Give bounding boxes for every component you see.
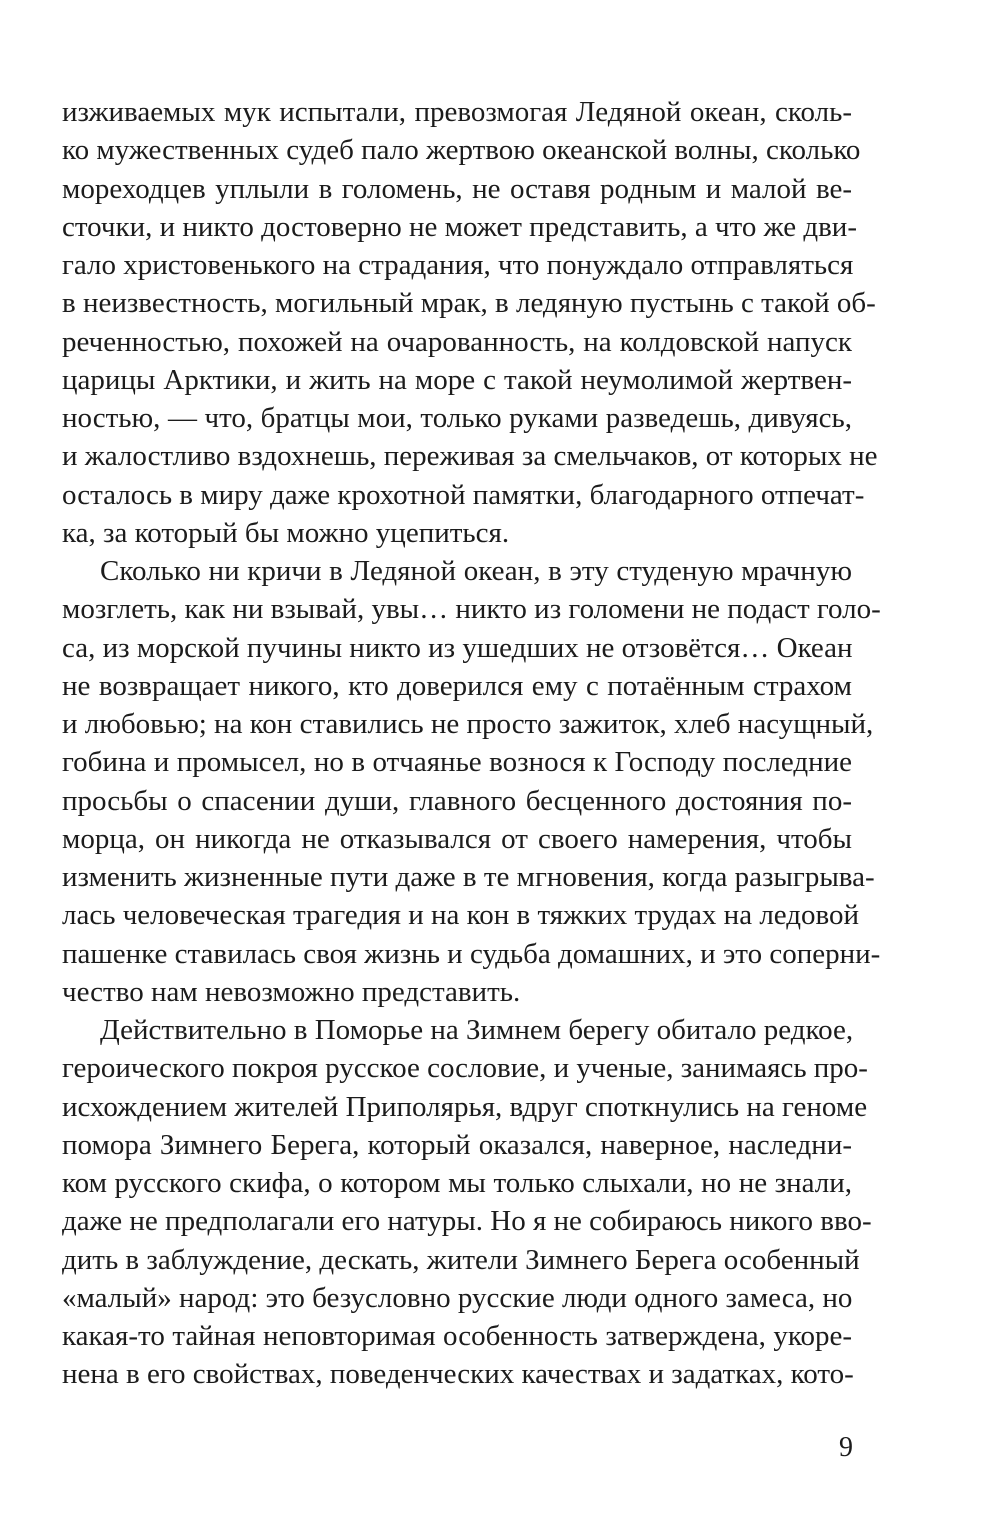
text-line: Действительно в Поморье на Зимнем берегу обитало редкое,: [100, 1014, 854, 1046]
text-line: пашенке ставилась своя жизнь и судьба домашних, и это соперни-: [62, 937, 881, 970]
text-line: мозглеть, как ни взывай, увы… никто из голомени не подаст голо-: [62, 593, 881, 626]
text-line: реченностью, похожей на очарованность, на колдовской напуск: [62, 325, 852, 358]
text-line: чество нам невозможно представить.: [62, 975, 521, 1008]
text-line: мореходцев уплыли в голомень, не оставя родным и малой ве-: [62, 172, 852, 205]
text-line: дить в заблуждение, дескать, жители Зимнего Берега особенный: [62, 1243, 860, 1276]
page-number: 9: [839, 1432, 853, 1463]
text-line: ком русского скифа, о котором мы только слыхали, но не знали,: [62, 1167, 852, 1199]
text-line: героического покроя русское сословие, и ученые, занимаясь про-: [62, 1052, 868, 1085]
text-line: са, из морской пучины никто из ушедших не отзовётся… Океан: [62, 631, 853, 664]
text-line: даже не предполагали его натуры. Но я не собираюсь никого вво-: [62, 1205, 872, 1238]
text-line: помора Зимнего Берега, который оказался, наверное, наследни-: [62, 1128, 852, 1161]
text-line: гобина и промысел, но в отчаянье вознося к Господу последние: [62, 746, 852, 779]
text-line: и жалостливо вздохнешь, переживая за смельчаков, от которых не: [62, 440, 878, 473]
page-text-block: [62, 93, 881, 1394]
text-line: изживаемых мук испытали, превозмогая Ледяной океан, сколь-: [62, 96, 852, 128]
text-line: ностью, — что, братцы мои, только руками разведешь, дивуясь,: [62, 402, 852, 434]
text-line: осталось в миру даже крохотной памятки, благодарного отпечат-: [62, 478, 865, 511]
text-line: Сколько ни кричи в Ледяной океан, в эту студеную мрачную: [100, 555, 852, 587]
text-line: ка, за который бы можно уцепиться.: [62, 516, 510, 549]
text-line: нена в его свойствах, поведенческих качествах и задатках, кото-: [62, 1358, 854, 1391]
paragraph-1: [62, 93, 878, 552]
text-line: просьбы о спасении души, главного бесценного достояния по-: [62, 784, 852, 817]
text-line: изменить жизненные пути даже в те мгновения, когда разыгрыва-: [62, 861, 875, 893]
text-line: не возвращает никого, кто доверился ему с потаённым страхом: [62, 669, 852, 702]
text-line: сточки, и никто достоверно не может представить, а что же дви-: [62, 210, 857, 243]
text-line: царицы Арктики, и жить на море с такой неумолимой жертвен-: [62, 363, 852, 396]
text-line: лась человеческая трагедия и на кон в тяжких трудах на ледовой: [62, 899, 860, 932]
text-line: какая-то тайная неповторимая особенность затверждена, укоре-: [62, 1320, 852, 1352]
text-line: «малый» народ: это безусловно русские люди одного замеса, но: [62, 1281, 853, 1314]
paragraph-3: [62, 1011, 872, 1394]
text-line: гало христовенького на страдания, что понуждало отправляться: [62, 249, 854, 281]
text-line: и любовью; на кон ставились не просто зажиток, хлеб насущный,: [62, 708, 874, 740]
text-line: в неизвестность, могильный мрак, в ледяную пустынь с такой об-: [62, 287, 876, 320]
text-line: морца, он никогда не отказывался от своего намерения, чтобы: [62, 822, 852, 855]
paragraph-2: [62, 552, 881, 1011]
text-line: исхождением жителей Приполярья, вдруг споткнулись на геноме: [62, 1090, 868, 1123]
text-line: ко мужественных судеб пало жертвою океанской волны, сколько: [62, 134, 861, 167]
